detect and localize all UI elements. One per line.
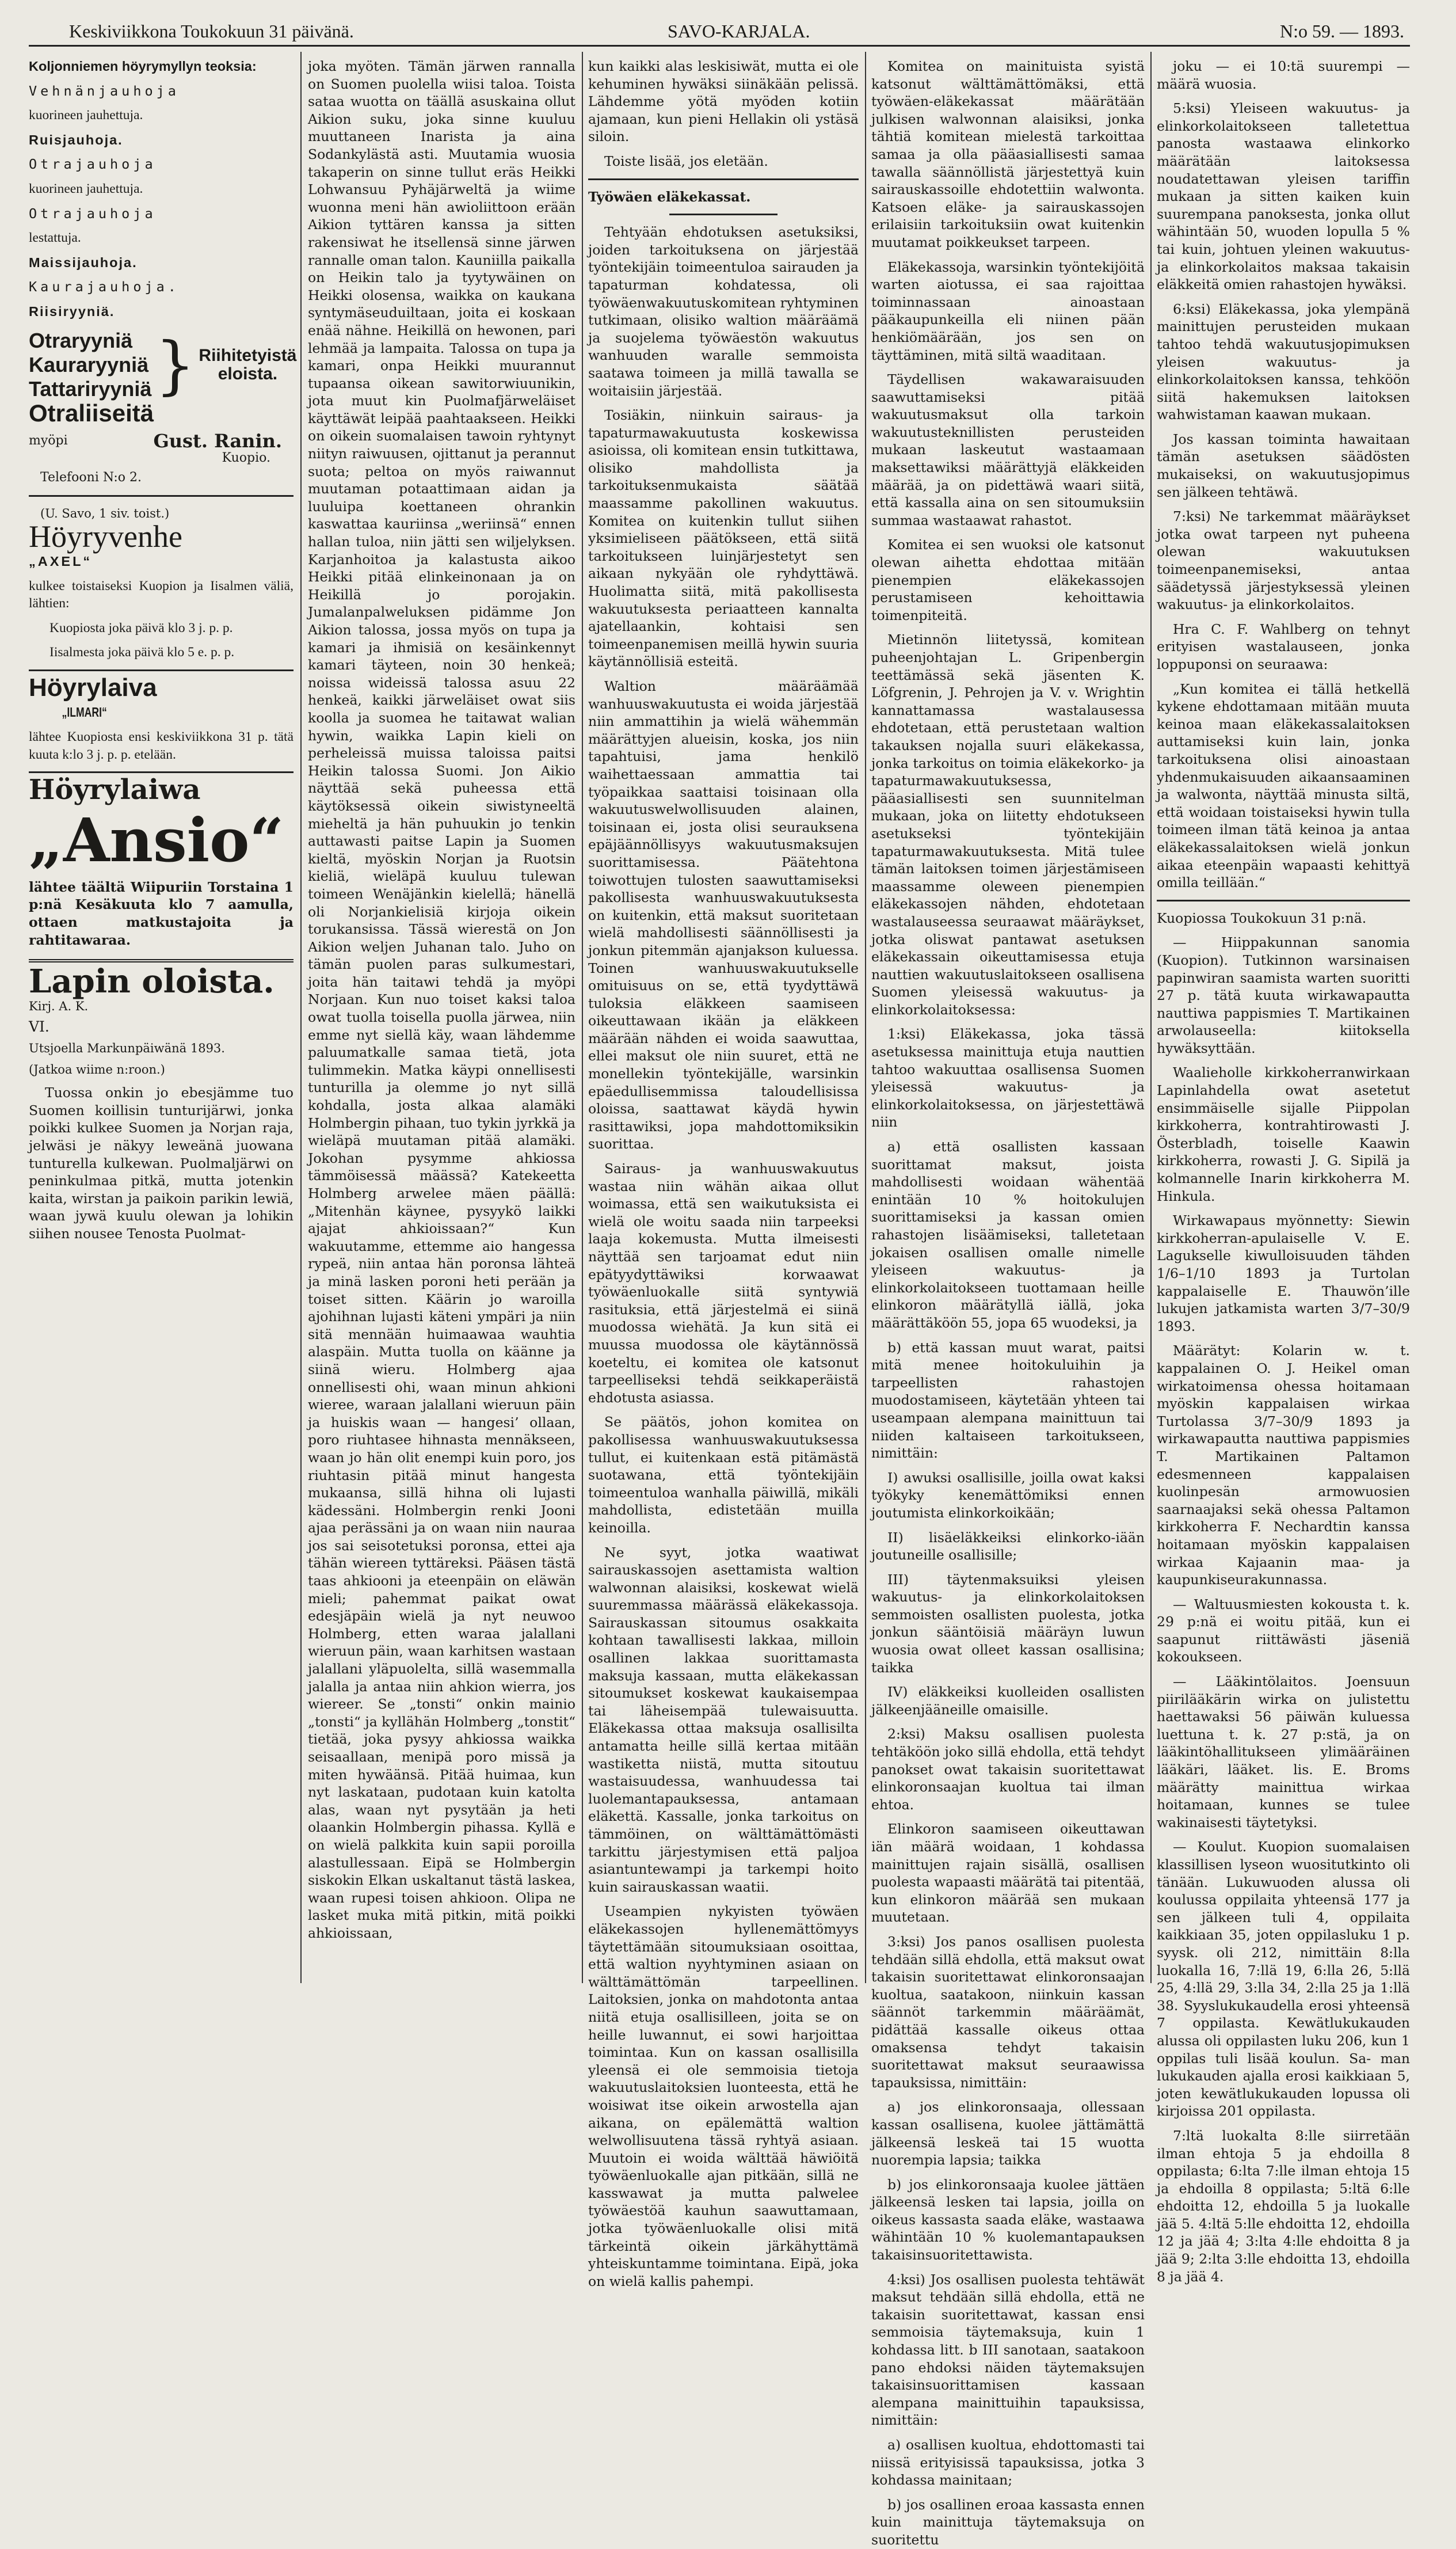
divider: [29, 771, 294, 773]
article-paragraph: 7:ksi) Ne tarkemmat määräykset jotka owat tarpeen nyt puheena olewan wakuutuksen toimeenpanemiseksi, antaa säädetyssä järjestyksessä yleinen wakuutus- ja elinkorkolaitos.: [1157, 508, 1410, 613]
news-item: Määrätyt: Kolarin w. t. kappalainen O. J. Heikel oman wirkatoimensa ohessa hoitamaan myöskin kappalaisen wirkaa Turtolassa 3/7–30/9 1893 ja wirkawapautta nauttiwa pappismies T. Martikainen Paltamon edesmenneen kappalaisen kuolinpesän armowuosien saarnaajaksi sekä ohessa Paltamon kirkkoherra F. Nechardtin kanssa hoitamaan myöskin kappalaisen wirkaa Kajaanin maa- ja kaupunkiseurakunnassa.: [1157, 1342, 1410, 1588]
article-paragraph: Elinkoron saamiseen oikeuttawan iän määrä woidaan, 1 kohdassa mainittujen rajain sisällä, osallisen puolesta wapaasti määrätä tai pitentää, kun elinkoron määrää sen mukaan muutetaan.: [871, 1821, 1145, 1926]
article-title: Työwäen eläkekassat.: [588, 188, 751, 205]
phone: Telefooni N:o 2.: [40, 470, 142, 485]
article-paragraph: II) lisäeläkkeiksi elinkorko-iään joutuneille osallisille;: [871, 1529, 1145, 1563]
masthead: [29, 17, 1410, 47]
article-paragraph: 6:ksi) Eläkekassa, joka ylempänä mainittujen perusteiden mukaan tahtoo tehdä wakuutusjopimuksen yleisen wakuutus- ja elinkorkolaitoksen kanssa, tehköön siitä hakemuksen laitoksen wahwistaman kaawan mukaan.: [1157, 300, 1410, 423]
article-paragraph: Jos kassan toiminta hawaitaan tämän asetuksen säädösten mukaiseksi, on wakuutusjopimus sen jälkeen tehtäwä.: [1157, 431, 1410, 500]
flour-item: Riisiryyniä.: [29, 303, 115, 319]
ads-column: [29, 58, 297, 1977]
masthead-date: Keskiviikkona Toukokuun 31 päivänä.: [69, 21, 354, 41]
column-rule: [1150, 52, 1152, 1983]
news-item: — Waltuusmiesten kokousta t. k. 29 p:nä ei woitu pitää, kun ei saapunut riittäwästi jäseniä kokoukseen.: [1157, 1596, 1410, 1665]
article-paragraph: Se päätös, johon komitea on pakollisessa wanhuuswakuutuksessa tullut, ei kuitenkaan estä pitämästä suotawana, että työntekijäin toimeentuloa wanhalla päiwillä, mikäli mahdollista, edistetään muilla keinoilla.: [588, 1414, 859, 1536]
article-paragraph: 4:ksi) Jos osallisen puolesta tehtäwät maksut tehdään sillä ehdolla, että ne takaisin suoritettawat, kassan ensi semmoisia täytemaksuja, kuin 1 kohdassa litt. b III sanotaan, saatakoon pano ehdoksi näiden täytemaksujen takaisinsuorittamisen kassaan alempana mainittuihin tapauksissa, nimittäin:: [871, 2271, 1145, 2429]
article-paragraph: b) jos elinkoronsaaja kuolee jättäen jälkeensä lesken tai lapsia, joilla on oikeus kassasta saada eläke, wastaawa wähintään 10 % kuolemantapauksen takaisinsuoritettawista.: [871, 2176, 1145, 2263]
axel-departure: Iisalmesta joka päivä klo 5 e. p. p.: [49, 645, 235, 660]
article-paragraph: Useampien nykyisten työwäen eläkekassojen hyllenemättömyys täytettämään sitoumuksiaan osoittaa, että waltion nyyhtyminen asiaan on wälttämättömän tarpeellinen. Laitoksien, jonka on mahdotonta antaa niitä etuja osallisilleen, joita se on heille luwannut, ei sowi harjoittaa toimintaa. Kun on kassan osallisilla yleensä ei ole semmoisia tietoja wakuutuslaitoksien luonteesta, että he woisiwat itse oikein arwostella ajan aikana, on epälemättä waltion welwollisuutena tässä ryhtyä asiaan. Muutoin ei woida wälttää häwiöitä työwäenluokalle ajan pitkään, sillä ne kasswawat ja mutta palwelee työwäestöä kauhun saawuttamaan, jotka työwäenluokalle olisi mitä tärkeintä oikein järkähyttämä yhteiskuntamme toimintana. Eipä, joka on wielä kallis pahempi.: [588, 1903, 859, 2289]
article-title: Lapin oloista.: [29, 962, 275, 1001]
news-item: Wirkawapaus myönnetty: Siewin kirkkoherran-apulaiselle V. E. Lagukselle kiwulloisuuden tähden 1/6–1/10 1893 ja Turtolan kappalaiselle E. Thauwön’ille lukujen jatkamista warten 3/7–30/9 1893.: [1157, 1212, 1410, 1334]
article-paragraph: Tehtyään ehdotuksen asetuksiksi, joiden tarkoituksena on järjestää työntekijäin toimeentuloa sairauden ja tapaturman kohdatessa, oli työwäenwakuutuskomitean ryhtyminen tutkimaan, olisiko waltion määräämä ja suojelema työwäestön wakuutus wanhuuden waralle semmoista saatawa toimeen ja millä tawalla se woitaisiin järjestää.: [588, 224, 859, 399]
article-column-3: [588, 58, 859, 2289]
article-paragraph: a) osallisen kuoltua, ehdottomasti tai niissä erityisissä tapauksissa, jotka 3 kohdassa mainitaan;: [871, 2437, 1145, 2489]
column-rule: [865, 52, 866, 1983]
article-author: Kirj. A. K.: [29, 999, 89, 1013]
grain-item: Tattariryyniä: [29, 376, 152, 401]
axel-text: kulkee toistaiseksi Kuopion ja Iisalmen väliä, lähtien:: [29, 578, 294, 611]
news-item: Waalieholle kirkkoherranwirkaan Lapinlahdella owat asetetut ensimmäiselle sijalle Piippolan kirkkoherra, kontrahtirowasti J. Österbladh, toiselle Kaawin kirkkoherra, rowasti J. G. Sipilä ja kolmannelle Inarin kirkkoherra M. Hinkula.: [1157, 1064, 1410, 1204]
flour-item: Otrajauhoja lestattuja.: [29, 205, 157, 246]
article-column-5: [1157, 58, 1410, 2285]
article-paragraph: Tuossa onkin jo ebesjämme tuo Suomen koillisin tunturijärwi, jonka poikki kulkee Suomen ja Norjan raja, jelwäsi je näkyy leweänä juowana tunturella kulkewan. Puolmaljärwi on peninkulmaa pitkä, mutta jotenkin kaita, wirstan ja paikoin parikin lewiä, waan jywä kuulu olewan ja lohikin siihen nousee Tenosta Puolmat-: [29, 1085, 294, 1242]
flour-item: Otrajauhoja kuorineen jauhettuja.: [29, 156, 157, 196]
article-place: Utsjoella Markunpäiwänä 1893.: [29, 1041, 225, 1055]
boat-name-ilmari: „ILMARI“: [62, 705, 107, 720]
ansio-text: lähtee täältä Wiipuriin Torstaina 1 p:nä Kesäkuuta klo 7 aamulla, ottaen matkustajoita ja rahtitawaraa.: [29, 878, 294, 948]
column-rule: [300, 52, 302, 1983]
article-paragraph: b) että kassan muut warat, paitsi mitä menee hoitokuluihin ja tarpeellisten rahastojen muodostamiseen, käytetään yhteen tai useampaan alempana mainittuun tai niiden kaltaiseen tarkoitukseen, nimittäin:: [871, 1339, 1145, 1462]
article-paragraph: Eläkekassoja, warsinkin työntekijöitä warten aiotussa, ei saa rajoittaa toiminnassaan ainoastaan pääkaupunkeilla eli niinen pään henkiömäärään, jos sen on täyttäminen, mitä siltä waaditaan.: [871, 258, 1145, 363]
boat-name-axel: „AXEL“: [29, 553, 93, 569]
article-paragraph: Komitea ei sen wuoksi ole katsonut olewan aihetta ehdottaa mitään pienempien eläkekassojen perustamiseen kehoittawia toimenpiteitä.: [871, 537, 1145, 623]
article-column-2: [308, 58, 575, 1977]
article-column-4: [871, 58, 1145, 2548]
flour-item: Maissijauhoja.: [29, 254, 138, 270]
brace-icon: }: [155, 328, 196, 402]
grain-item: Otraryyniä: [29, 328, 133, 352]
ilmari-text: lähtee Kuopiosta ensi keskiviikkona 31 p. tätä kuuta k:lo 3 j. p. p. etelään.: [29, 729, 294, 762]
seller-name: Gust. Ranin.: [153, 430, 282, 452]
article-paragraph: 2:ksi) Maksu osallisen puolesta tehtäköön joko sillä ehdolla, että tehdyt panokset owat takaisin suoritettawat elinkoronsaajan kuoltua tai ilman ehtoa.: [871, 1726, 1145, 1813]
steamship-label: Höyrylaiva: [29, 673, 157, 702]
article-paragraph: kun kaikki alas leskisiwät, mutta ei ole kehuminen hywäksi siinäkään pelissä. Lähdemme yötä myöden kotiin ajamaan, kun pieni Hellakin oli ystäsä siloin.: [588, 58, 859, 145]
article-part: VI.: [29, 1018, 49, 1036]
article-paragraph: Ne syyt, jotka waatiwat sairauskassojen asettamista waltion walwonnan alaisiksi, koskewat wielä suuremmassa määrässä eläkekassoja. Sairauskassan sitoumus osakkaita kohtaan tawallisesti lakkaa, milloin osallinen lakkaa suorittamasta maksuja kassaan, mutta eläkekassan sitoumukset koskewat kaukaisempaa tai läheisempää tulewaisuutta. Eläkekassa ottaa maksuja osallisilta antamatta heille sillä kertaa mitään wastiketta niistä, mutta sitoutuu wastaisuudessa, wanhuudessa tai luolemantapauksessa, antamaan eläkettä. Kassalle, jonka tarkoitus on tämmöinen, on wälttämättömästi tarkittu järjestymisen että paljoa asiantuntewampi ja tarkempi hoito kuin sairauskassan waatii.: [588, 1544, 859, 1895]
article-paragraph: b) jos osallinen eroaa kassasta ennen kuin mainittuja täytemaksuja on suoritettu: [871, 2496, 1145, 2548]
divider: [29, 669, 294, 671]
article-paragraph: a) jos elinkoronsaaja, ollessaan kassan osallisena, kuolee jättämättä jälkeensä leskeä tai 15 wuotta nuorempia lapsia; taikka: [871, 2099, 1145, 2168]
grain-brace-group: [29, 328, 297, 402]
article-paragraph: a) että osallisten kassaan suorittamat maksut, joista mahdollisesti woidaan wähentää enintään 10 % hoitokulujen suorittamiseksi ja kassan omien rahastojen lisäämiseksi, talletetaan jokaisen osallisen omalle nimelle yleiseen wakuutus- ja elinkorkolaitokseen tuottamaan heille elinkoron määrätyllä iällä, joka määrättäköön 55, jopa 65 wuodeksi, ja: [871, 1139, 1145, 1331]
news-item: — Lääkintölaitos. Joensuun piirilääkärin wirka on julistettu haettawaksi 56 päiwän kuluessa luettuna t. k. 27 p:stä, ja on lääkintöhallitukseen ylimääräinen lääkäri, lääket. lis. E. Broms määrätty mainittua wirkaa hoitamaan, kunnes se tulee wakinaisesti täytetyksi.: [1157, 1673, 1410, 1831]
grain-label: Riihitetyistä eloista.: [199, 345, 297, 383]
article-paragraph: I) awuksi osallisille, joilla owat kaksi työkyky kenemättömiksi ennen joutumista elinkorkoikään;: [871, 1469, 1145, 1521]
article-paragraph: Waltion määräämää wanhuuswakuutusta ei woida järjestää niin ammattihin ja wielä wähemmän määrättyjen alueisin, koska, jos niin tapahtuisi, jama henkilö waihettaessaan ammattia tai työpaikkaa saattaisi toisinaan olla wakuutuswelwollisuuden alainen, toisinaan ei, josta olisi seurauksena epäjäännöllisyys wakuutusmaksujen suorittamisessa. Päätehtona toiwottujen tulosten saawuttamiseksi pakollisesta wanhuuswakuutuksesta on kuitenkin, että maksut suoritetaan wielä mahdollisesti säännöllisesti ja jonkun pitemmän ajanjakson kuluessa. Toinen wanhuuswakuutukselle omituisuus on se, että tyydyttäwä tuloksia eläkkeen saamiseen oikeuttawaan ikään ja eläkkeen määrään nähden ei woida saawuttaa, ellei maksut ole niin suuret, että ne monellekin työntekijälle, warsinkin epäedullisemmissa taloudellisissa oloissa, saattawat käydä hywin rasittawiksi, jopa mahdottomiksikin suorittaa.: [588, 678, 859, 1152]
article-paragraph: IV) eläkkeiksi kuolleiden osallisten jälkeenjääneille omaisille.: [871, 1684, 1145, 1718]
flour-item: Kaurajauhoja.: [29, 279, 180, 295]
news-item: 7:ltä luokalta 8:lle siirretään ilman ehtoja 5 ja ehdoilla 8 oppilasta; 6:lta 7:lle ilman ehtoja 15 ja ehdoilla 8 oppilasta; 5:ltä 6:lle ehdoitta 12, ehdoilla 5 ja luokalle jää 5. 4:ltä 5:lle ehdoitta 12, ehdoilla 12 ja jää 4; 3:lta 4:lle ehdoitta 8 ja jää 9; 2:lta 3:lle ehdoitta 13, ehdoilla 8 ja jää 4.: [1157, 2127, 1410, 2285]
news-dateline: Kuopiossa Toukokuun 31 p:nä.: [1157, 910, 1367, 926]
masthead-title: SAVO-KARJALA.: [668, 21, 810, 41]
seller-city: Kuopio.: [222, 451, 270, 466]
article-paragraph: Mietinnön liitetyssä, komitean puheenjohtajan L. Gripenbergin teettämässä sekä jäsenten K. Löfgrenin, J. Pehrojen ja V. v. Wrightin kannattamassa wastalausessa ehdotetaan, että perustetaan waltion takauksen nojalla suuri eläkekassa, jonka tarkoitus on toimia eläkekorko- ja tapaturmawakuutuksessa, pääasiallisesti sen suunnitelman mukaan, joka on liitetty ehdotukseen asetukseksi työntekijäin tapaturmawakuutuksesta. Mitä tulee tämän laitoksen toimen järjestämiseen maassamme oleween pienempien eläkekassojen nähden, ehdotetaan wastalauseessa seuraawat määräykset, jotka oliswat pantawat asetuksen eläkekassain oikeuttamisessa etuja nauttien wakuutuslaitokseen osallisena Suomen yleisessä wakuutus- ja elinkorkolaitoksessa:: [871, 631, 1145, 1018]
boat-name-ansio: „Ansio“: [29, 804, 284, 876]
article-paragraph: joku — ei 10:tä suurempi — määrä wuosia.: [1157, 58, 1410, 92]
mill-ad-title: Koljonniemen höyrymyllyn teoksia:: [29, 59, 257, 74]
axel-departure: Kuopiosta joka päivä klo 3 j. p. p.: [49, 620, 233, 636]
article-paragraph: 5:ksi) Yleiseen wakuutus- ja elinkorkolaitokseen talletettua panosta wastaawa elinkorko määrätään laitoksessa noudatettawan yleisen tariffin mukaan ja sitten kaiken kuin suurempana panoksesta, jonka ollut wähintään 50, wuoden lopulla 5 % tai kuin, johtuen yleinen wakuutus- ja elinkorkolaitos maksaa takaisin eläkkeitä omien rahastojen hywäksi.: [1157, 100, 1410, 293]
divider: [669, 214, 777, 215]
article-paragraph: 3:ksi) Jos panos osallisen puolesta tehdään sillä ehdolla, että maksut owat takaisin suoritettawat elinkoronsaajan kuoltua, saatakoon, niinkuin kassan säännöt tarkemmin määräämät, pidättää kassalle oikeus ottaa omaksensa tehdyt takaisin suoritettawat maksut seuraawissa tapauksissa, nimittäin:: [871, 1933, 1145, 2091]
article-paragraph: Komitea on mainituista syistä katsonut wälttämättömäksi, että työwäen-eläkekassat määrätään julkisen walwonnan alaisiksi, jonka tähtiä komitean mielestä tarkoittaa samaa ja olla pääasiallisesti samaa tawalla säännöllistä järjestettyä kuin sairauskassoille ehdotettiin walwonta. Katsoen eläke- ja sairauskassojen erilaisiin tarkoituksiin owat kuitenkin muutamat poikkeukset tarpeen.: [871, 58, 1145, 250]
grain-item: Kauraryyniä: [29, 352, 149, 376]
article-closing: Toiste lisää, jos eletään.: [604, 153, 768, 169]
divider: [29, 495, 294, 497]
otraliiseita: Otraliiseitä: [29, 399, 154, 427]
seller-verb: myöpi: [29, 433, 68, 448]
divider: [1157, 900, 1410, 901]
article-continuation: (Jatkoa wiime n:roon.): [29, 1062, 165, 1076]
article-paragraph: Täydellisen wakawaraisuuden saawuttamiseksi pitää wakuutusmaksut olla tarkoin wakuutusteknillisten perusteiden mukaan laskeutut wastaamaan maksettawiksi määrättyjä eläkkeiden määrää, ja on pidettäwä waari siitä, että kassalla aina on sen sitoumuksiin summaa wastaawat rahastot.: [871, 371, 1145, 528]
article-quote: „Kun komitea ei tällä hetkellä kykene ehdottamaan mitään muuta keinoa maan eläkekassalaitoksen auttamiseksi kuin lain, jonka tarkoituksena olisi ainoastaan yhdenmukaisuuden aikaansaaminen ja walwonta, näyttää minusta siltä, että woidaan toistaiseksi hywin tulla toimeen ilman tätä keinoa ja antaa eläkekassalaitoksen wielä jonkun aikaa eteenpäin wapaasti kehittyä omilla teillään.“: [1157, 680, 1410, 891]
flour-item: Vehnänjauhoja kuorineen jauhettuja.: [29, 82, 180, 123]
article-paragraph: Tosiäkin, niinkuin sairaus- ja tapaturmawakuutusta koskewissa asioissa, oli komitean ensin tutkittawa, olisiko mahdollista ja tarkoituksenmukaista säätää maassamme pakollinen wakuutus. Komitea on kuitenkin tullut siihen yksimieliseen päätökseen, että siitä tarkoitukseen luinjärjestetyt sen aikaan nykyään ole ryhdyttäwä. Huolimatta siitä, mitä pakollisesta wakuutuksesta periaatteen kannalta ajatellaankin, kohtaisi sen toimeenpanemisen meillä hywin suuria käytännöllisiä esteitä.: [588, 407, 859, 670]
flour-item: Ruisjauhoja.: [29, 132, 123, 147]
article-paragraph: III) täytenmaksuiksi yleisen wakuutus- ja elinkorkolaitoksen semmoisten osallisten puolesta, jotka jonkun sääntöisiä määräyn luwun wuosia owat olleet kassan osallisina; taikka: [871, 1571, 1145, 1676]
column-rule: [582, 52, 583, 1983]
divider: [588, 178, 859, 180]
article-paragraph: joka myöten. Tämän järwen rannalla on Suomen puolella wiisi taloa. Toista sataa wuotta on täällä asuskaina ollut Aikion suku, joka sinne kuuluu muuttaneen Inarista ja aina Sodankylästä asti. Muutamia wuosia takaperin on sinne tullut eräs Heikki Lohwansuu Pyhäjärweltä ja wiime wuonna meni hän awioliittoon erään Aikion tyttären kanssa ja sitten rakensiwat he itsellensä sinne järwen rannalle oman talon. Kauniilla paikalla on Heikin talo ja tyytywäinen on Heikki olosensa, waikka on kaukana syntymäseuduiltaan, joita ei koskaan enää nähne. Heikillä on hewonen, pari lehmää ja lampaita. Talossa on tupa ja kamari, onpa Heikki muurannut tupaansa oikean sawitorwiuunikin, jota muut kin Puolmafjärweläiset käyttäwät leipää paahtaakseen. Heikki on oikein suomalaisen tawoin ryhtynyt niityn raiwuusen, ojittanut ja perannut suota; peltoa on myös raiwannut muutaman potaattimaan aidan ja luuluipa koettaneen ohrankin kaswattaa kauriinsa „weriinsä“ ennen hallan tuloa, niin jätti sen wiljelyksen. Karjanhoitoa ja kalastusta aikoo Heikki pitää elinkeinonaan ja on Heikillä jo porojakin. Jumalanpalweluksen pidämme Jon Aikion talossa, jossa myös on tupa ja kamari ja ihmisiä on kesäinkennyt kamari täyteen, noin 30 henkeä; noissa wideissä talossa asuu 22 henkeä, kaikki järweläiset owat siis koolla ja suomea he taitawat walian hywin, waikka Lapin kieli on perheleissä muissa taloissa paitsi Heikin talossa Suomi. Jon Aikio näyttää sekä puheessa että käytöksessä oikein siwistyneeltä mieheltä ja hän puhuukin jo tenkin auttawasti paitse Lapin ja Suomen kieltä, myöskin Norjan ja Ruotsin kieliä, wieläpä kuuluu tulewan toimeen Wenäjänkin kielellä; hänellä oli Norjankielisiä kirjoja oikein torukansissa. Tässä wierestä on Jon Aikion weljen Juhanan talo. Juho on tämän puolen paras sulkumestari, joita hän taitawi tehdä ja myöpi Norjaan. Kun nuo toiset kaksi taloa owat tuolla toisella puolla järwea, niin emme nyt siellä käy, waan lähdemme paluumatkalle samaa tietä, jota tulimmekin. Matka käypi onnellisesti tunturilla ja olemme jo nyt sillä kohdalla, josta alkaa alamäki Holmbergin pihaan, tuo tykin jyrkkä ja wieläpä muutaman pitää alamäki. Jokohan pysymme ahkiossa tämmöisessä määssä? Katekeetta Holmberg arwelee mäen päällä: „Mitenhän käynee, pysyykö laikki ajajat ahkioissaan?“ Kun wakuutamme, ettemme aio hangessa rypeä, niin antaa hän poronsa lähteä ja minä lasken poroni heti perään ja toiset sitten. Käärin jo waroilla ajohihnan lujasti käteni ympäri ja niin sitä mennään huimaawaa wauhtia alaspäin. Mutta tuolla on käänne ja siinä wieru. Holmberg ajaa onnellisesti ohi, waan minun ahkioni wieree, waraan jalallani wieruun päin ja huiskis waan — hangesi’ ollaan, poro riuhtasee hihnasta mennäkseen, waan jo hän olit enempi kuin poro, jos riuhtasin pitää minut hangesta mukaansa, sillä hihna oli lujasti kädessäni. Holmbergin renki Jooni ajaa perässäni ja on waan niin nauraa jos sai seisotetuksi poronsa, ettei aja tähän wiereen tyttäreksi. Pääsen tästä taas ahkiooni ja eteenpäin on eläwän mieli; pahemmat paikat owat edesjäpäin wielä ja nyt neuwoo Holmberg, etten waraa jalallani wieruun päin, waan karhitsen wastaan jalallani yläpuolelta, sillä wasemmalla jalalla ja antaa niin ahkion wierra, jos wiereer. Se „tonsti“ onkin mainio „tonsti“ ja kyllähän Holmberg „tonstit“ tietää, joka pysyy ahkiossa waikka seisaallaan, menipä poro missä ja miten hywäänsä. Pitää huimaa, kun nyt laskataan, pudotaan kuin katolta alas, waan nyt pysytään ja heti olaankin Holmbergin pihassa. Kyllä e on wielä palkkita kuin sapii poroilla alastullessaan. Eipä se Holmbergin siskokin Elkan uskaltanut tästä laskea, waan rupesi toisen ahkioon. Olipa ne lasket muka mitä pitkin, mitä poikki ahkioissaan,: [308, 58, 575, 1941]
steamship-label: Höyrylaiwa: [29, 774, 201, 806]
news-item: — Koulut. Kuopion suomalaisen klassillisen lyseon wuositutkinto oli tänään. Lukuwuoden alussa oli koulussa oppilaita yhteensä 177 ja sen jälkeen tuli 4, oppilaita kaikkiaan 35, joten oppilasluku 1 p. syysk. oli 212, nimittäin 8:lla luokalla 16, 7:llä 19, 6:lla 26, 5:llä 25, 4:llä 29, 3:lla 34, 2:lla 25 ja 1:llä 38. Syyslukukaudella erosi yhteensä 7 oppilasta. Kewätlukukauden alussa oli oppilasten luku 206, kun 1 oppilas tuli lisää koulun. Sa- man lukukauden ajalla erosi kaikkiaan 5, joten kewätlukukauden lopussa oli kirjoissa 201 oppilasta.: [1157, 1839, 1410, 2120]
source-note: (U. Savo, 1 siv. toist.): [40, 506, 170, 520]
article-paragraph: 1:ksi) Eläkekassa, joka tässä asetuksessa mainittuja etuja nauttien tahtoo wakuuttaa osallisensa Suomen yleisessä wakuutus- ja elinkorkolaitoksessa, on järjestettäwä niin: [871, 1026, 1145, 1131]
news-item: — Hiippakunnan sanomia (Kuopion). Tutkinnon warsinaisen papinwiran saamista warten suoritti 27 p. tätä kuuta wirkawapautta nauttiwa pappismies T. Martikainen arwolauseella: kiitoksella hywäksyttään.: [1157, 934, 1410, 1056]
article-paragraph: Sairaus- ja wanhuuswakuutus wastaa niin wähän aikaa ollut woimassa, että sen waikutuksista ei wielä ole woitu saada niin tarpeeksi laaja kokemusta. Mutta ilmeisesti näyttää sen tarjoamat edut niin epätyydyttäwiksi korwaawat työwäenluokalle siitä syntywiä rasituksia, että järjestelmä ei siinä muodossa wiehätä. Ja kun sitä ei muussa muodossa ole käytännössä koeteltu, ei komitea ole katsonut tarpeelliseksi tehdä seikkaperäistä ehdotusta asiassa.: [588, 1161, 859, 1406]
article-paragraph: Hra C. F. Wahlberg on tehnyt erityisen wastalauseen, jonka loppuponsi on seuraawa:: [1157, 621, 1410, 672]
steamboat-label: Höyryvenhe: [29, 519, 182, 554]
masthead-issue: N:o 59. — 1893.: [1280, 21, 1404, 41]
